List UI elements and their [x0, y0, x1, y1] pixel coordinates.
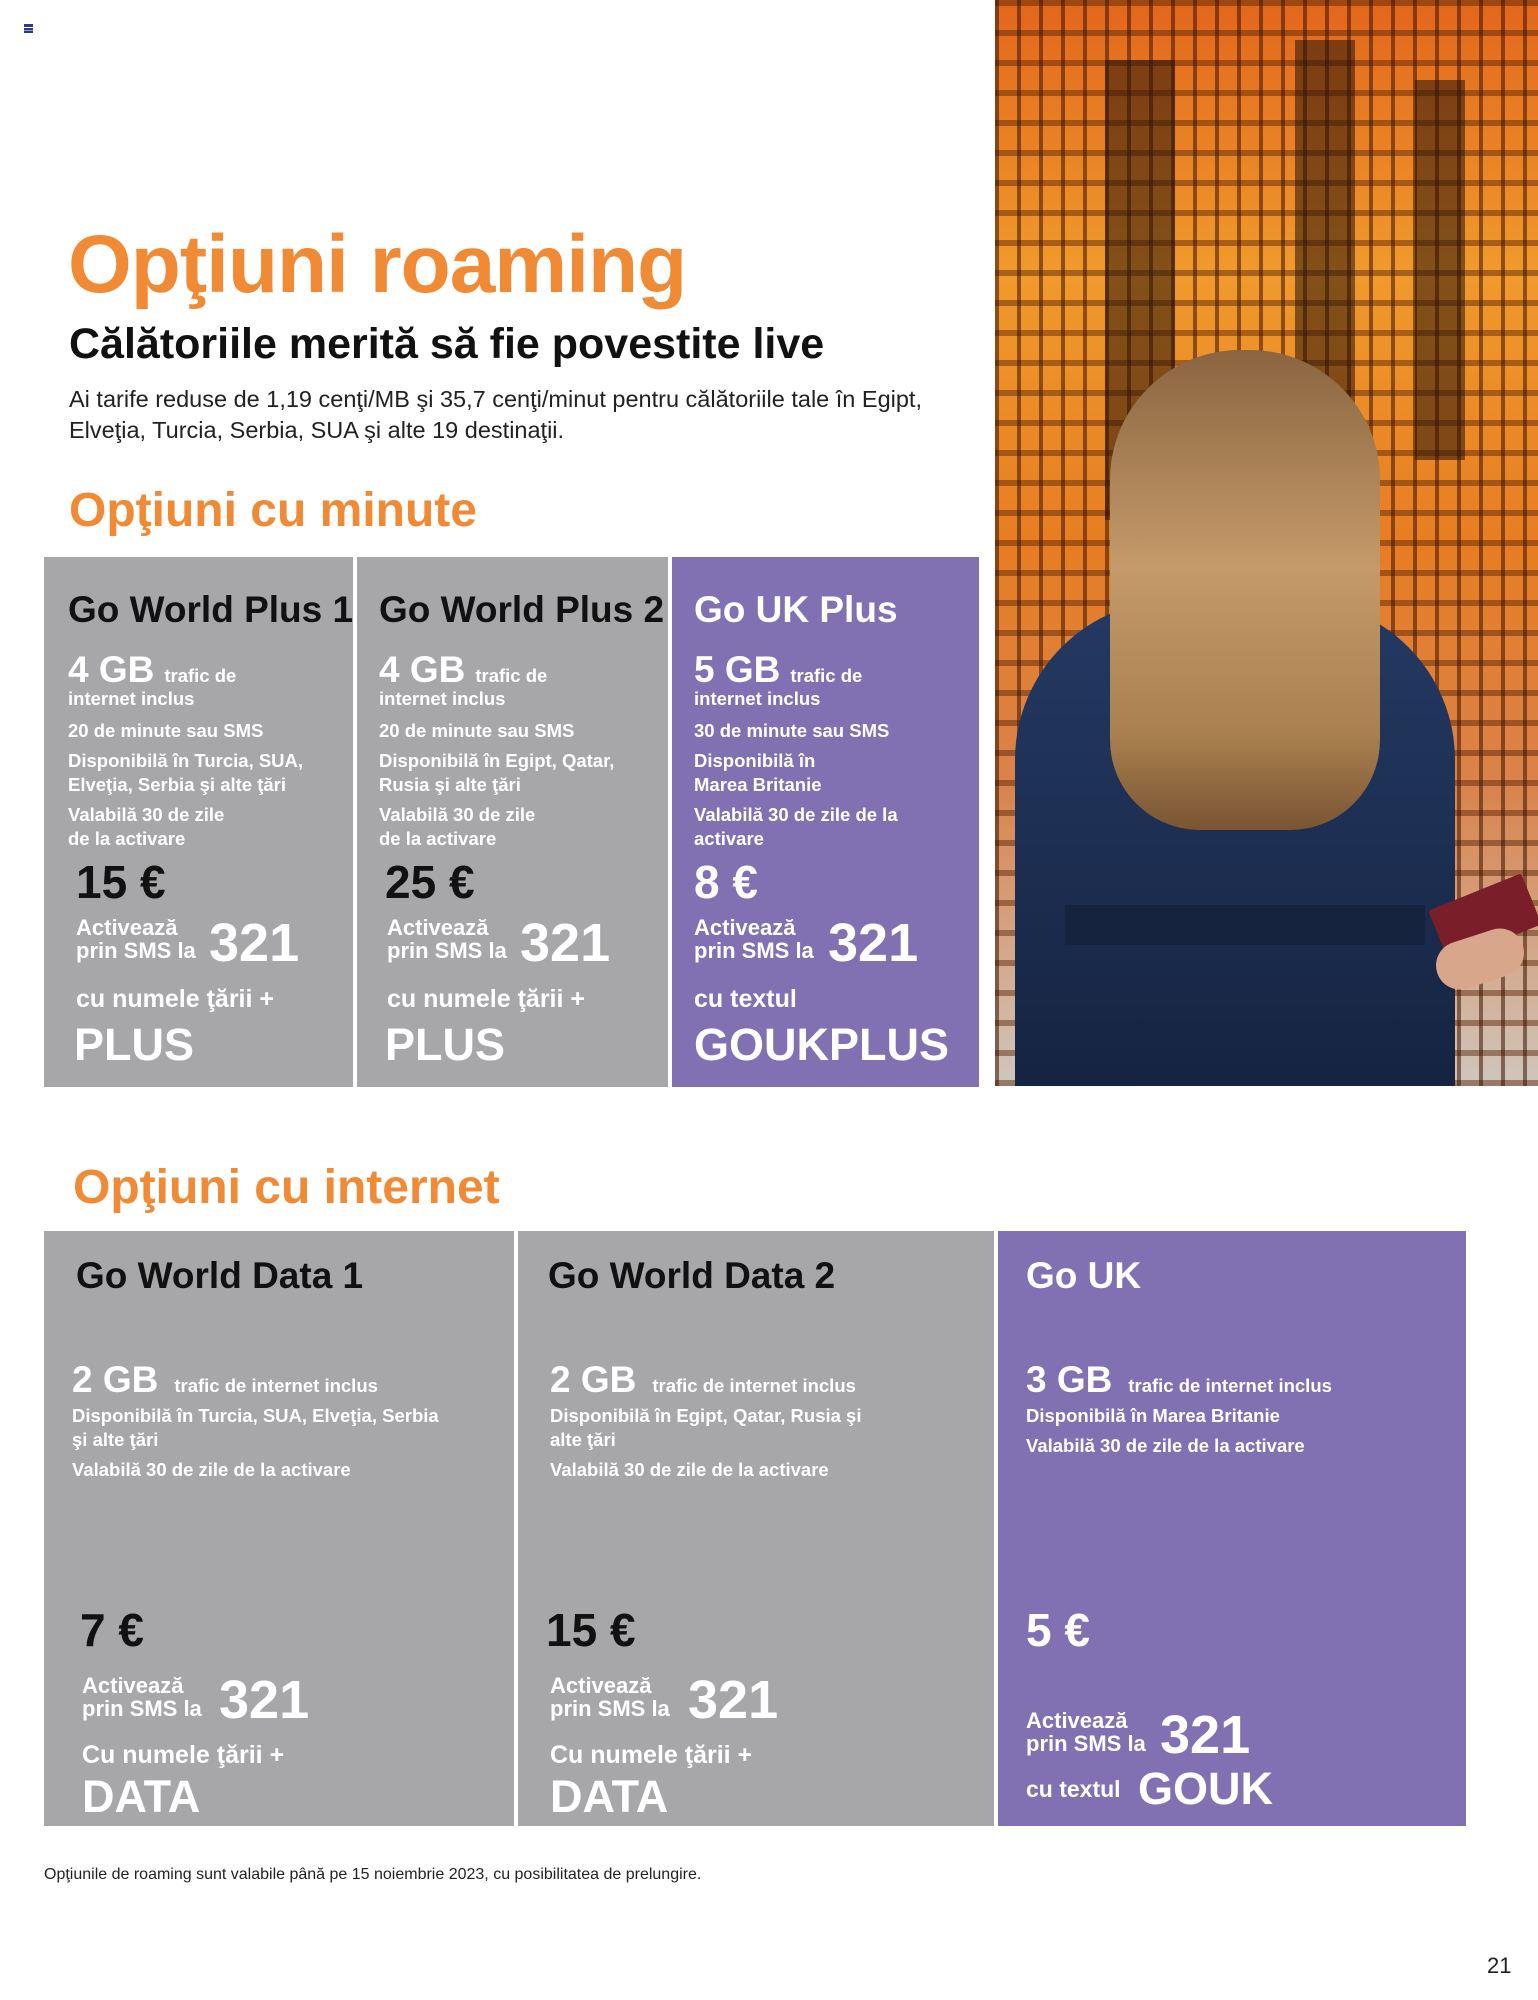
sms-number: 321	[1160, 1705, 1251, 1765]
activate-label: Activează	[82, 1673, 184, 1698]
activate-sms-label: prin SMS la	[694, 938, 814, 963]
plan-data-amount: 5 GB	[694, 649, 781, 690]
section-heading-internet: Opţiuni cu internet	[73, 1161, 500, 1214]
sms-number: 321	[219, 1670, 310, 1730]
sms-text-prefix: Cu numele ţării +	[82, 1741, 285, 1769]
plan-card-go-world-data-2	[518, 1231, 994, 1826]
plan-availability: Disponibilă în Turcia, SUA, Elveţia, Serbia şi alte ţări	[72, 1405, 439, 1450]
plan-card-go-world-plus-2	[357, 557, 668, 1087]
plan-price: 7 €	[80, 1604, 144, 1656]
plan-data-label-2: internet inclus	[68, 688, 195, 709]
plan-validity: Valabilă 30 de zile de la activare	[68, 804, 225, 849]
plan-availability: Disponibilă în Egipt, Qatar, Rusia şi alte ţări	[550, 1405, 862, 1450]
page-subtitle: Călătoriile merită să fie povestite live	[69, 320, 825, 368]
sms-text-prefix: cu textul	[1026, 1776, 1121, 1802]
sms-keyword: PLUS	[74, 1019, 195, 1070]
plan-name: Go World Plus 1	[68, 589, 354, 630]
plan-minutes: 30 de minute sau SMS	[694, 720, 890, 741]
sms-number: 321	[688, 1670, 779, 1730]
plan-data-label-2: internet inclus	[694, 688, 821, 709]
sms-number: 321	[828, 913, 919, 973]
plan-data-label-2: internet inclus	[379, 688, 506, 709]
page-title: Opţiuni roaming	[68, 219, 687, 310]
plan-price: 25 €	[385, 856, 475, 908]
plan-name: Go World Data 2	[548, 1255, 836, 1296]
plan-card-go-uk	[998, 1231, 1466, 1826]
page-number: 21	[1487, 1953, 1512, 1978]
sms-text-prefix: cu textul	[694, 985, 797, 1013]
sms-number: 321	[520, 913, 611, 973]
sms-keyword: DATA	[550, 1771, 669, 1822]
sms-number: 321	[209, 913, 300, 973]
activate-label: Activează	[387, 915, 489, 940]
plan-data-label: trafic de internet inclus	[1128, 1375, 1332, 1396]
intro-text: Ai tarife reduse de 1,19 cenţi/MB şi 35,7 cenţi/minut pentru călătoriile tale în Egipt, Elveţia, Turcia, Serbia, SUA şi alte 19 destinaţii.	[69, 386, 922, 443]
corner-mark-icon	[24, 24, 33, 33]
sms-keyword: PLUS	[385, 1019, 506, 1070]
plan-name: Go World Data 1	[76, 1255, 364, 1296]
activate-sms-label: prin SMS la	[387, 938, 507, 963]
plan-card-go-uk-plus	[672, 557, 979, 1087]
sms-keyword: GOUKPLUS	[694, 1019, 950, 1070]
plan-data-amount: 4 GB	[68, 649, 155, 690]
plan-name: Go UK	[1026, 1255, 1142, 1296]
sms-text-prefix: cu numele ţării +	[387, 985, 585, 1013]
activate-label: Activează	[1026, 1708, 1128, 1733]
plan-data-amount: 2 GB	[72, 1359, 159, 1400]
plan-validity: Valabilă 30 de zile de la activare	[694, 804, 898, 849]
section-heading-minutes: Opţiuni cu minute	[69, 484, 477, 537]
plan-availability: Disponibilă în Marea Britanie	[694, 750, 822, 795]
activate-label: Activează	[76, 915, 178, 940]
plan-data-label: trafic de	[790, 665, 863, 686]
plan-data-label: trafic de	[164, 665, 237, 686]
plan-data-amount: 2 GB	[550, 1359, 637, 1400]
plan-name: Go UK Plus	[694, 589, 898, 630]
plan-minutes: 20 de minute sau SMS	[379, 720, 575, 741]
plan-data-amount: 4 GB	[379, 649, 466, 690]
activate-label: Activează	[550, 1673, 652, 1698]
plan-data-label: trafic de internet inclus	[652, 1375, 856, 1396]
plan-validity: Valabilă 30 de zile de la activare	[1026, 1435, 1305, 1456]
plan-validity: Valabilă 30 de zile de la activare	[72, 1459, 351, 1480]
plan-data-amount: 3 GB	[1026, 1359, 1113, 1400]
activate-sms-label: prin SMS la	[82, 1696, 202, 1721]
sms-keyword: DATA	[82, 1771, 201, 1822]
plan-price: 8 €	[694, 856, 758, 908]
plan-price: 15 €	[76, 856, 166, 908]
plan-name: Go World Plus 2	[379, 589, 665, 630]
plan-availability: Disponibilă în Marea Britanie	[1026, 1405, 1280, 1426]
sms-text-prefix: Cu numele ţării +	[550, 1741, 753, 1769]
plan-validity: Valabilă 30 de zile de la activare	[379, 804, 536, 849]
activate-sms-label: prin SMS la	[76, 938, 196, 963]
sms-keyword: GOUK	[1138, 1763, 1273, 1814]
plan-card-go-world-data-1	[44, 1231, 514, 1826]
hero-photo-airport-departures	[995, 0, 1538, 1086]
plan-minutes: 20 de minute sau SMS	[68, 720, 264, 741]
plan-validity: Valabilă 30 de zile de la activare	[550, 1459, 829, 1480]
plan-price: 5 €	[1026, 1604, 1090, 1656]
plan-availability: Disponibilă în Turcia, SUA, Elveţia, Serbia şi alte ţări	[68, 750, 304, 795]
plan-price: 15 €	[546, 1604, 636, 1656]
activate-label: Activează	[694, 915, 796, 940]
activate-sms-label: prin SMS la	[550, 1696, 670, 1721]
sms-text-prefix: cu numele ţării +	[76, 985, 274, 1013]
plan-data-label: trafic de internet inclus	[174, 1375, 378, 1396]
plan-card-go-world-plus-1	[44, 557, 353, 1087]
plan-data-label: trafic de	[475, 665, 548, 686]
footnote: Opţiunile de roaming sunt valabile până pe 15 noiembrie 2023, cu posibilitatea de prelungire.	[44, 1866, 702, 1883]
plan-availability: Disponibilă în Egipt, Qatar, Rusia şi alte ţări	[379, 750, 615, 795]
activate-sms-label: prin SMS la	[1026, 1731, 1146, 1756]
